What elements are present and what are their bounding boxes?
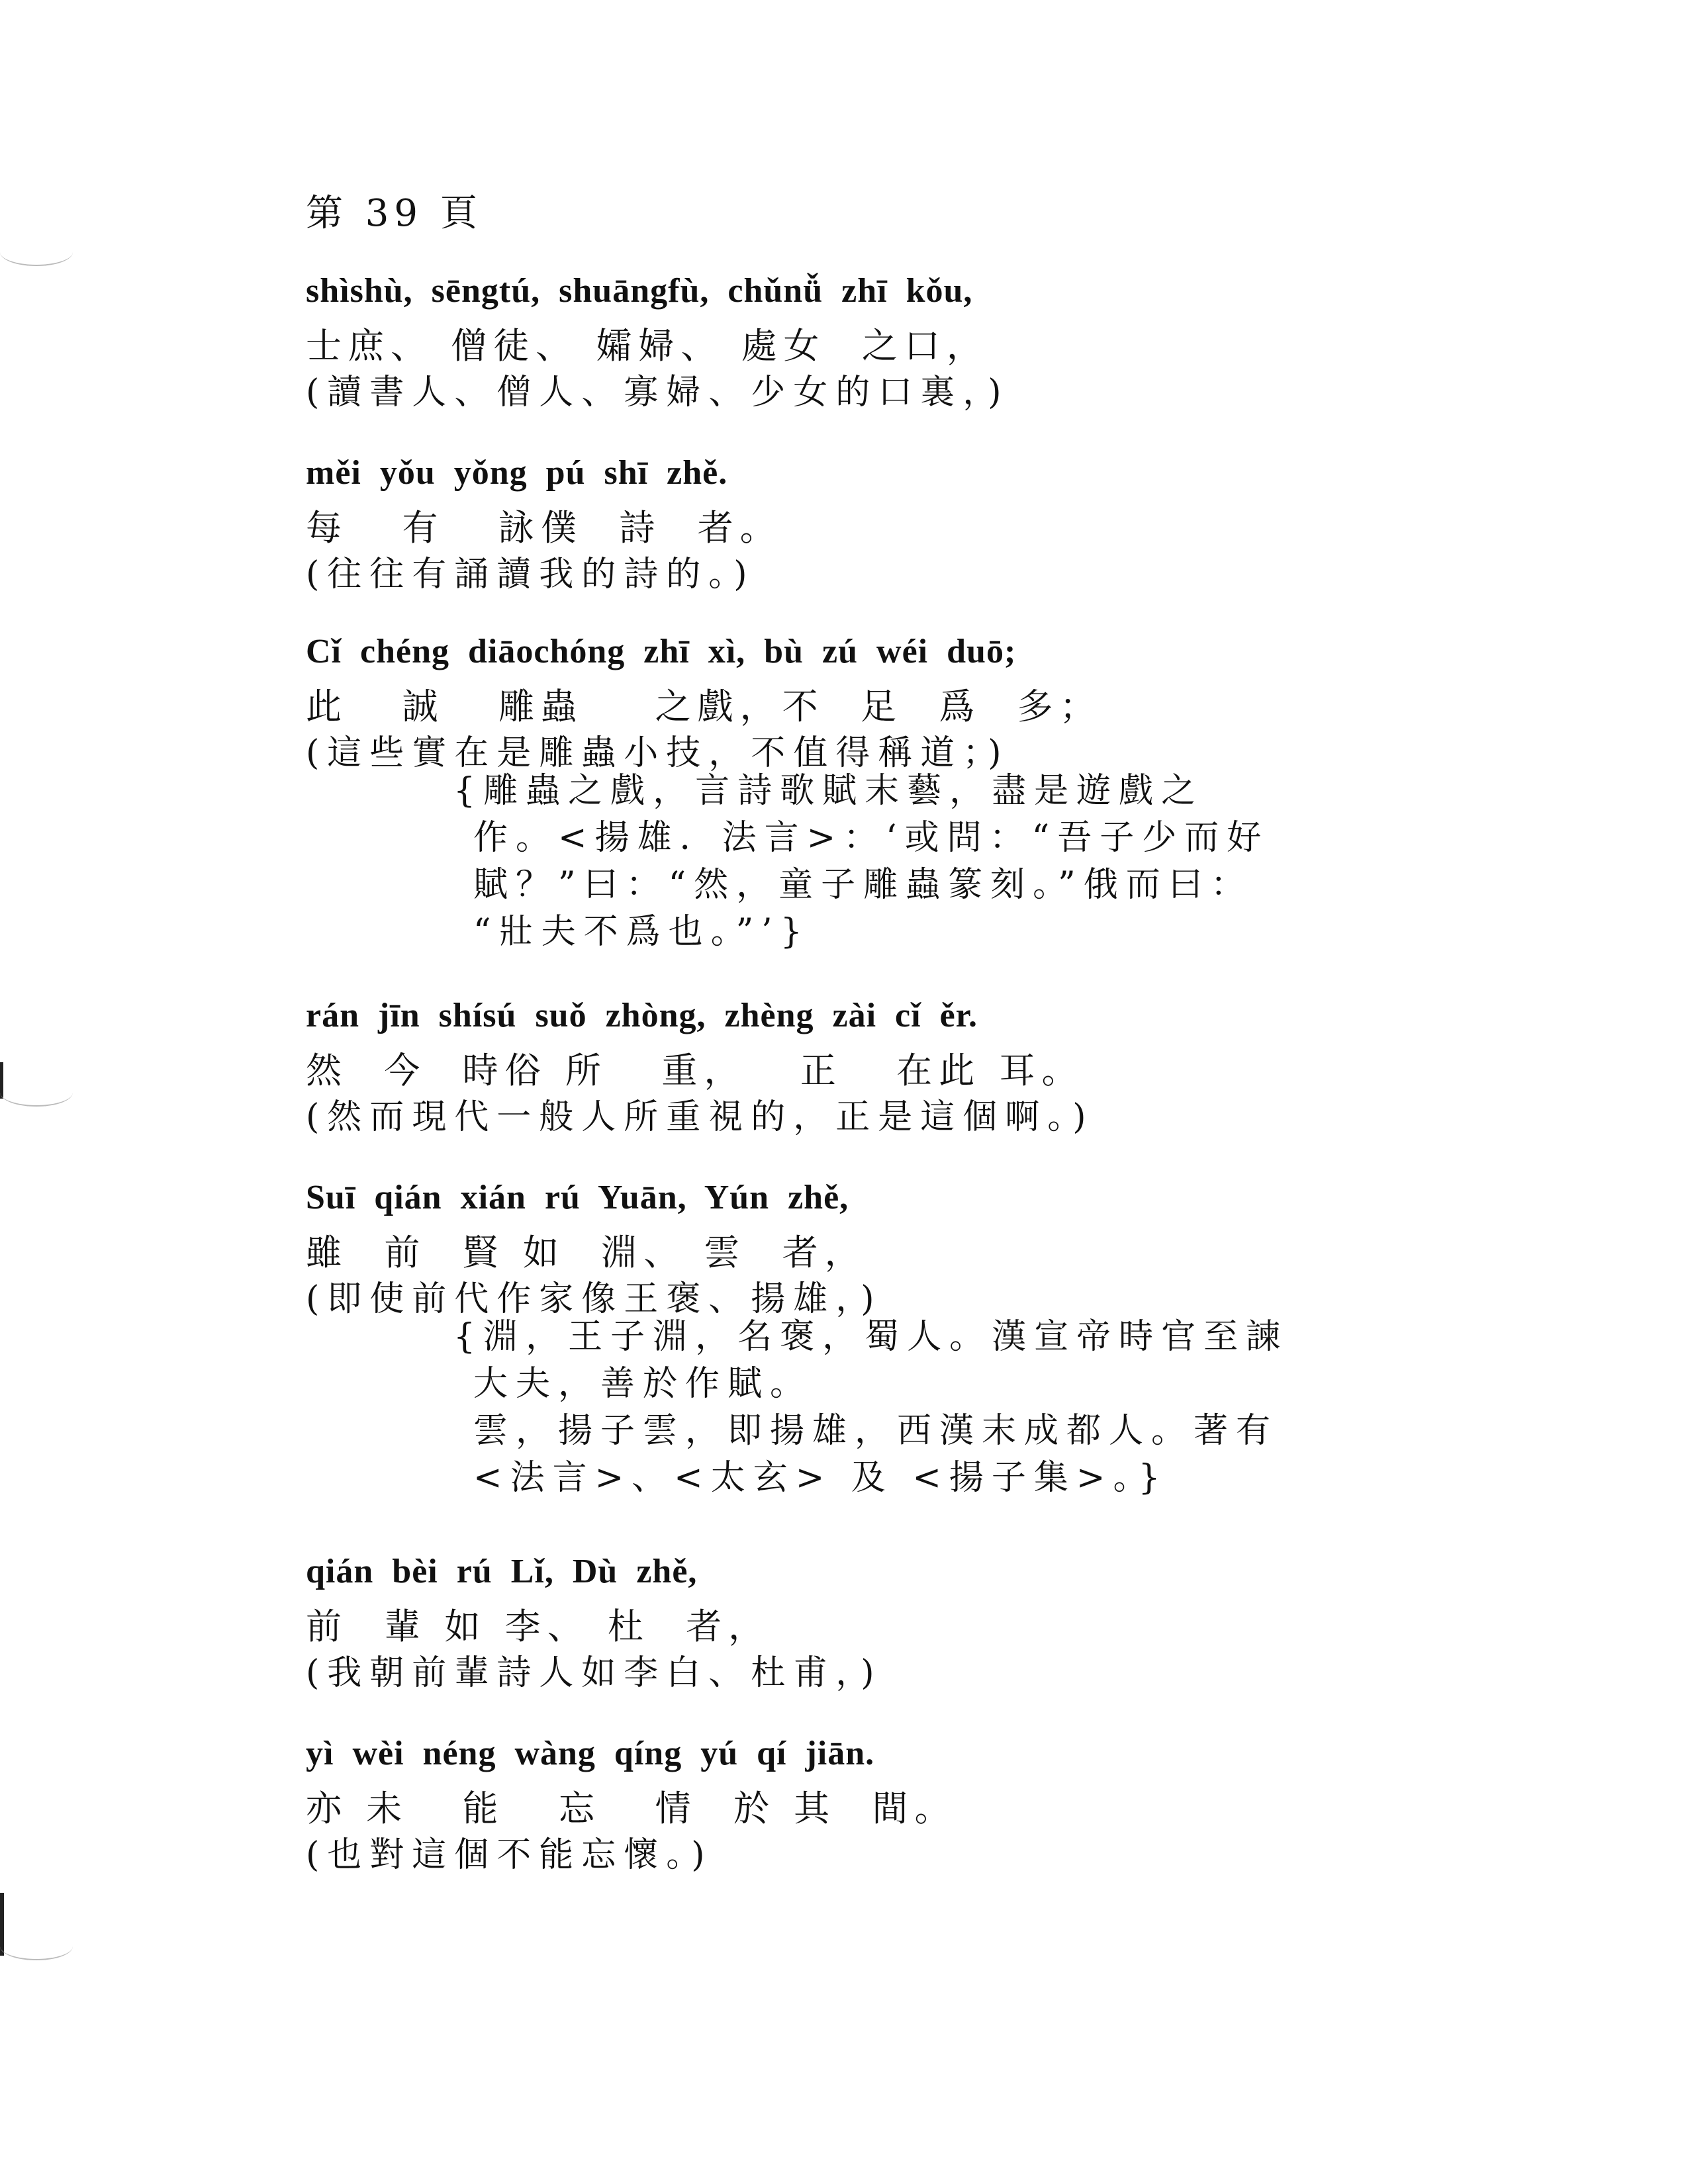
page-number: 第 39 頁 (306, 192, 483, 235)
chinese-line: 每 有 詠僕 詩 者。 (306, 507, 782, 549)
note-line: {淵，王子淵，名褒，蜀人。漢宣帝時官至諫 (453, 1317, 1289, 1357)
chinese-line: 此 誠 雕蟲 之戲，不 足 爲 多； (306, 686, 1102, 727)
translation-line: (讀書人、僧人、寡婦、少女的口裏，) (306, 373, 1009, 412)
note-line: <法言>、<太玄> 及 <揚子集>。} (473, 1458, 1168, 1498)
pinyin-line: shìshù, sēngtú, shuāngfù, chǔnǚ zhī kǒu, (306, 272, 973, 310)
pinyin-line: Suī qián xián rú Yuān, Yún zhě, (306, 1179, 849, 1216)
translation-line: (往往有誦讀我的詩的。) (306, 555, 755, 594)
translation-line: (我朝前輩詩人如李白、杜甫，) (306, 1653, 882, 1693)
pinyin-line: Cǐ chéng diāochóng zhī xì, bù zú wéi duō; (306, 633, 1017, 670)
pinyin-line: měi yǒu yǒng pú shī zhě. (306, 454, 728, 492)
chinese-line: 士庶、 僧徒、 孀婦、 處女 之口， (306, 325, 989, 367)
scan-artifact (0, 1933, 73, 1960)
translation-line: (這些實在是雕蟲小技，不值得稱道；) (306, 733, 1009, 773)
translation-line: (也對這個不能忘懷。) (306, 1835, 713, 1875)
chinese-line: 雖 前 賢 如 淵、 雲 者， (306, 1232, 867, 1273)
pinyin-line: rán jīn shísú suǒ zhòng, zhèng zài cǐ ěr. (306, 997, 978, 1034)
pinyin-line: yì wèi néng wàng qíng yú qí jiān. (306, 1735, 875, 1772)
annotation-note (453, 768, 1367, 956)
translation-line: (然而現代一般人所重視的，正是這個啊。) (306, 1097, 1094, 1137)
note-line: 雲，揚子雲，即揚雄，西漢末成都人。著有 (473, 1411, 1279, 1451)
note-line: 作。<揚雄．法言>：‘或問：“吾子少而好 (473, 818, 1270, 858)
pinyin-line: qián bèi rú Lǐ, Dù zhě, (306, 1553, 698, 1590)
scan-artifact (0, 1079, 73, 1107)
note-line: “壯夫不爲也。”’} (473, 912, 810, 952)
note-line: {雕蟲之戲，言詩歌賦末藝，盡是遊戲之 (453, 771, 1204, 811)
chinese-line: 然 今 時俗 所 重， 正 在此 耳。 (306, 1050, 1084, 1091)
scan-artifact (0, 238, 73, 266)
chinese-line: 前 輩 如 李、 杜 者， (306, 1606, 771, 1647)
note-line: 賦？”曰：“然，童子雕蟲篆刻。”俄而曰： (473, 865, 1253, 905)
chinese-line: 亦 未 能 忘 情 於 其 間。 (306, 1788, 957, 1829)
note-line: 大夫，善於作賦。 (473, 1364, 813, 1404)
annotation-note (453, 1314, 1367, 1502)
translation-line: (即使前代作家像王褒、揚雄，) (306, 1279, 882, 1319)
